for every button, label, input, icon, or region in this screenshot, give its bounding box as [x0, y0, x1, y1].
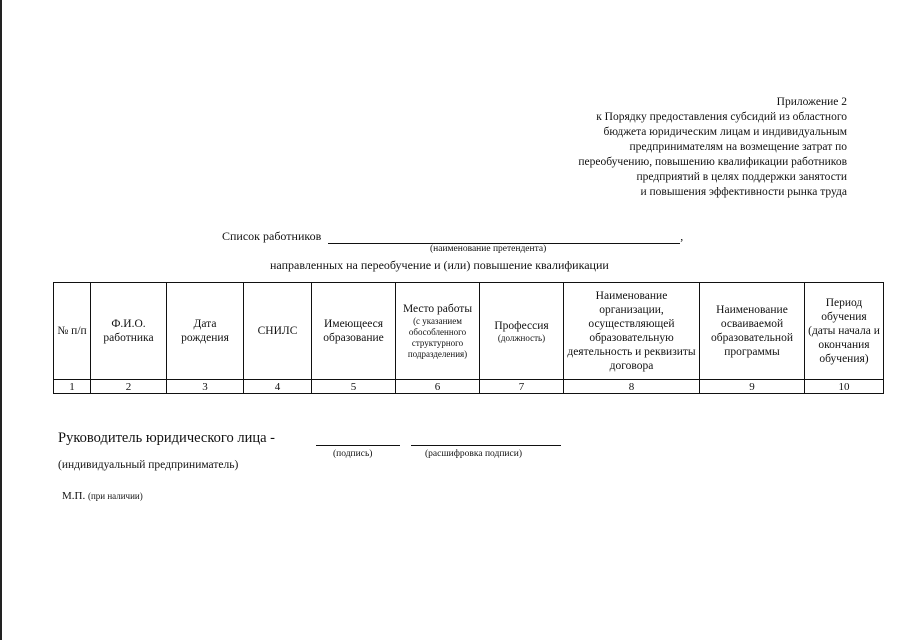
column-number-cell: 10 — [805, 380, 884, 394]
table-header-row — [54, 283, 884, 380]
header-snils: СНИЛС — [244, 283, 312, 380]
signature-decode-caption: (расшифровка подписи) — [425, 449, 522, 459]
header-profession-note: (должность) — [497, 332, 546, 343]
individual-entrepreneur-label: (индивидуальный предприниматель) — [58, 459, 239, 471]
stamp-place — [62, 490, 143, 502]
header-program: Наименование осваиваемой образовательной программы — [700, 283, 805, 380]
table-row — [54, 380, 884, 394]
header-education: Имеющееся образование — [312, 283, 396, 380]
appendix-block — [517, 95, 847, 200]
header-profession-main: Профессия — [494, 319, 549, 332]
list-subtitle: направленных на переобучение и (или) повышение квалификации — [270, 258, 609, 272]
applicant-caption: (наименование претендента) — [430, 244, 547, 254]
appendix-line: Приложение 2 — [776, 96, 847, 108]
header-number: № п/п — [54, 283, 91, 380]
stamp-note: (при наличии) — [87, 491, 143, 501]
head-of-entity-label: Руководитель юридического лица - — [58, 430, 276, 446]
signature-decode-line — [411, 445, 561, 446]
header-period-main: Период обучения — [821, 297, 867, 323]
header-period — [805, 283, 884, 380]
header-period-note: (даты начала и окончания обучения) — [808, 325, 880, 365]
appendix-line: бюджета юридическим лицам и индивидуальным — [603, 126, 847, 138]
list-title — [222, 229, 683, 244]
column-number-cell: 6 — [396, 380, 480, 394]
appendix-line: к Порядку предоставления субсидий из областного — [596, 111, 847, 123]
column-number-cell: 5 — [312, 380, 396, 394]
workers-table — [53, 282, 884, 394]
header-profession — [480, 283, 564, 380]
column-number-cell: 7 — [480, 380, 564, 394]
stamp-label: М.П. — [62, 490, 86, 502]
signature-caption: (подпись) — [333, 449, 373, 459]
appendix-line: предпринимателям на возмещение затрат по — [629, 141, 847, 153]
applicant-name-blank — [328, 231, 680, 244]
header-organization: Наименование организации, осуществляющей образовательную деятельность и реквизиты договора — [564, 283, 700, 380]
header-workplace — [396, 283, 480, 380]
column-number-cell: 3 — [167, 380, 244, 394]
column-number-cell: 9 — [700, 380, 805, 394]
column-number-cell: 1 — [54, 380, 91, 394]
list-comma: , — [680, 229, 684, 243]
column-number-cell: 2 — [91, 380, 167, 394]
header-workplace-note: (с указанием обособленного структурного подразделения) — [407, 316, 468, 359]
column-number-cell: 4 — [244, 380, 312, 394]
appendix-line: предприятий в целях поддержки занятости — [636, 171, 847, 183]
signature-line — [316, 445, 400, 446]
column-number-cell: 8 — [564, 380, 700, 394]
header-workplace-main: Место работы — [402, 303, 473, 315]
list-prefix: Список работников — [222, 229, 322, 243]
appendix-line: переобучению, повышению квалификации работников — [578, 156, 847, 168]
page-left-edge — [0, 0, 2, 640]
appendix-line: и повышения эффективности рынка труда — [640, 186, 847, 198]
header-birth-date: Дата рождения — [167, 283, 244, 380]
header-full-name: Ф.И.О. работника — [91, 283, 167, 380]
